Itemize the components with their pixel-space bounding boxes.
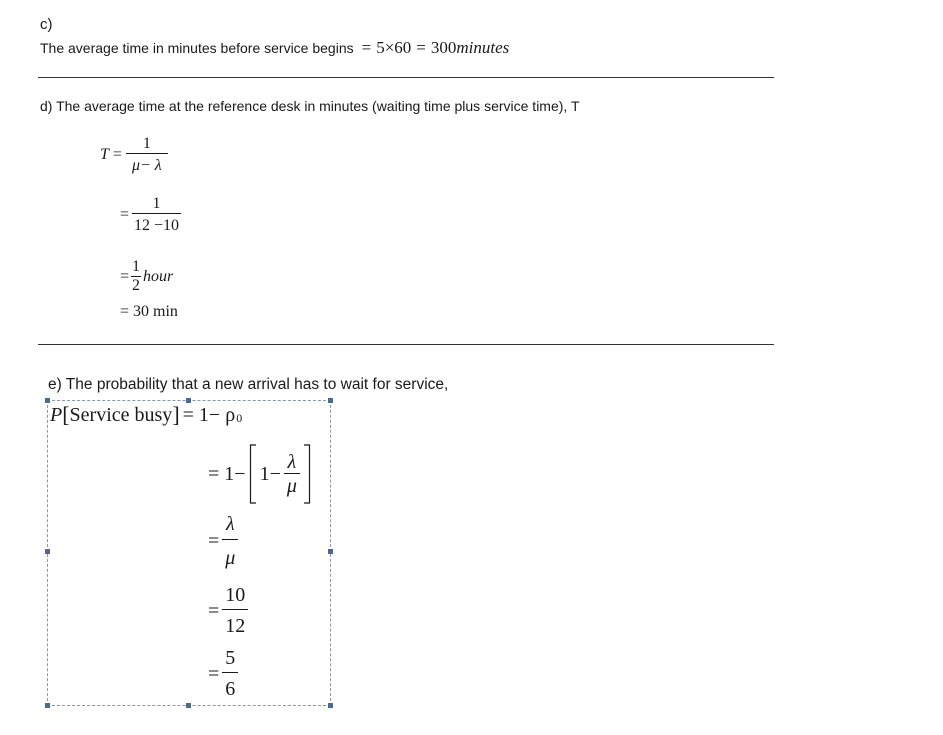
divider-d-e xyxy=(38,344,774,345)
fraction-lambda-over-mu-2: $\frac{\lambda}{\mu}$ xyxy=(222,514,238,569)
part-d-final: = 30 min xyxy=(120,303,178,320)
part-c-text: The average time in minutes before service begins xyxy=(40,40,354,56)
part-e-eq-3: = $\frac{\lambda}{\mu}$ xyxy=(208,514,238,569)
resize-handle-top-right[interactable] xyxy=(328,398,333,403)
part-c-line xyxy=(40,37,509,59)
right-bracket xyxy=(303,444,311,504)
resize-handle-bottom-right[interactable] xyxy=(328,703,333,708)
fraction-1-over-12-minus-10: $\frac{1}{12 -10}$ xyxy=(134,195,180,234)
part-c-label: c) xyxy=(40,16,53,33)
resize-handle-right[interactable] xyxy=(328,549,333,554)
fraction-10-over-12: $\frac{10}{12}$ xyxy=(222,585,248,637)
part-e-eq-2: = 1− 1− $\frac{\lambda}{\mu}$ xyxy=(208,443,311,505)
part-d-eq-1 xyxy=(100,136,168,175)
part-d-equals-1: = xyxy=(112,146,122,164)
part-e-eq-1: P [ Service busy ] = 1− ρ $_0$ xyxy=(50,402,243,427)
part-e-eq-4: = $\frac{10}{12}$ xyxy=(208,585,248,637)
part-c-unit: minutes xyxy=(456,38,510,57)
part-d-lhs: T xyxy=(100,146,109,164)
part-d-eq-3: = $\frac{1}{2}$ hour xyxy=(120,258,174,294)
fraction-one-half: $\frac{1}{2}$ xyxy=(132,258,141,294)
part-c-result: 300 xyxy=(430,38,457,57)
fraction-1-over-mu-minus-lambda: $\frac{1}{\mu- \lambda}$ xyxy=(126,136,168,175)
resize-handle-bottom[interactable] xyxy=(186,703,191,708)
part-c-equals-2: = xyxy=(416,38,426,57)
fraction-lambda-over-mu: $\frac{\lambda}{\mu}$ xyxy=(284,452,300,497)
resize-handle-left[interactable] xyxy=(45,549,50,554)
part-c-calc: 5×60 xyxy=(376,38,412,57)
divider-c-d xyxy=(38,77,774,78)
part-d-eq-2: = $\frac{1}{12 -10}$ xyxy=(120,195,180,234)
left-bracket xyxy=(249,444,257,504)
part-e-text: e) The probability that a new arrival has to wait for service, xyxy=(48,376,449,393)
part-c-equals: = xyxy=(361,38,372,57)
part-e-eq-5: = $\frac{5}{6}$ xyxy=(208,648,238,700)
part-d-text: d) The average time at the reference desk in minutes (waiting time plus service time), T xyxy=(40,98,580,114)
fraction-5-over-6: $\frac{5}{6}$ xyxy=(222,648,238,700)
resize-handle-bottom-left[interactable] xyxy=(45,703,50,708)
